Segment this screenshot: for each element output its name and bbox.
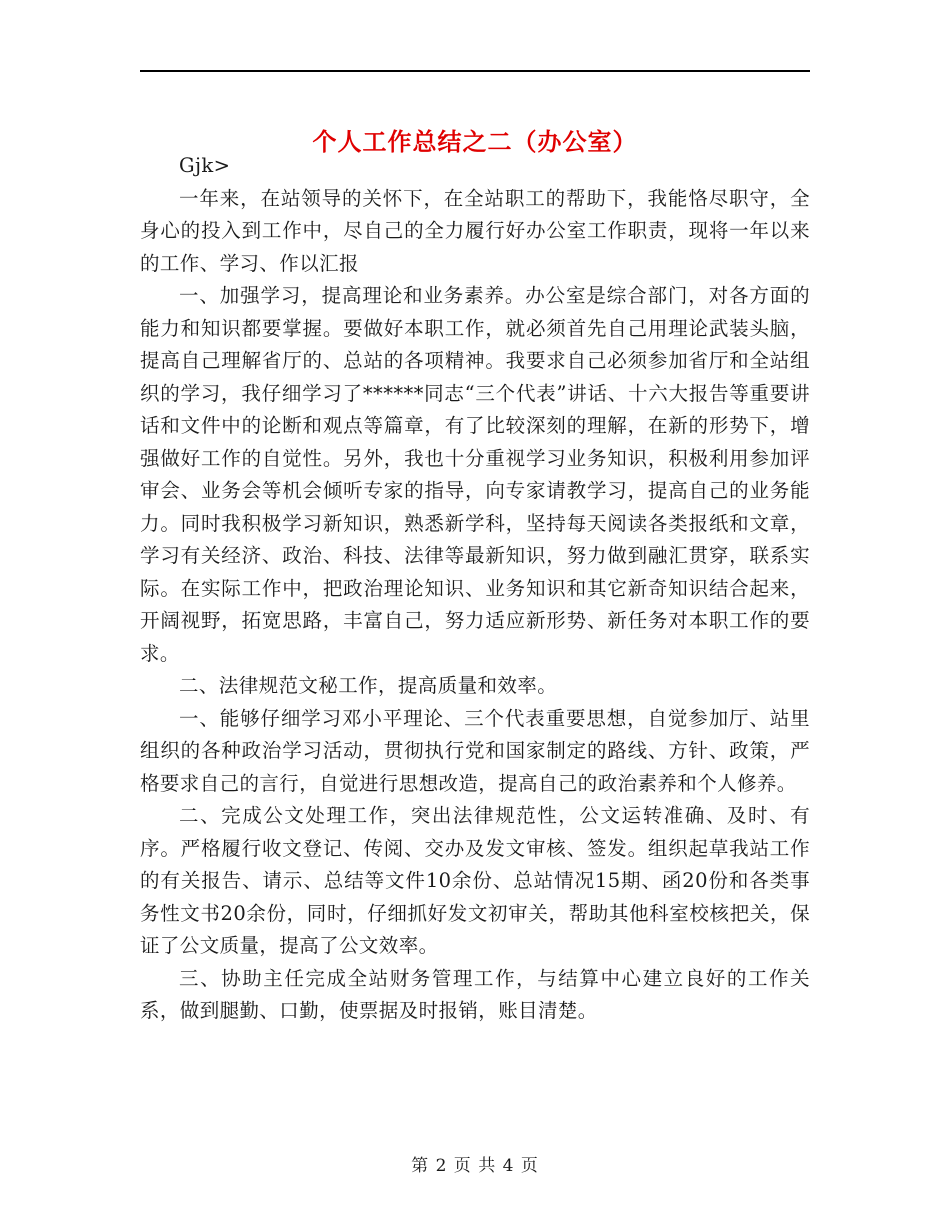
document-title: 个人工作总结之二（办公室）: [312, 128, 638, 157]
header-rule: [140, 70, 810, 72]
body-paragraph-1: Gjk>: [179, 154, 231, 177]
document-body: [140, 150, 810, 1028]
body-paragraph-7: 三、协助主任完成全站财务管理工作，与结算中心建立良好的工作关系，做到腿勤、口勤，使票据及时报销，账目清楚。: [140, 966, 810, 1022]
page-number-footer: 第 2 页 共 4 页: [411, 1156, 539, 1176]
body-paragraph-6: 二、完成公文处理工作，突出法律规范性，公文运转准确、及时、有序。严格履行收文登记、传阅、交办及发文审核、签发。组织起草我站工作的有关报告、请示、总结等文件10余份、总站情况15期、函20份和各类事务性文书20余份，同时，仔细抓好发文初审关，帮助其他科室校核把关，保证了公文质量，提高了公文效率。: [140, 804, 810, 957]
body-paragraph-4: 二、法律规范文秘工作，提高质量和效率。: [179, 674, 558, 697]
body-paragraph-5: 一、能够仔细学习邓小平理论、三个代表重要思想，自觉参加厅、站里组织的各种政治学习活动，贯彻执行党和国家制定的路线、方针、政策，严格要求自己的言行，自觉进行思想改造，提高自己的政治素养和个人修养。: [140, 706, 810, 795]
body-paragraph-3: 一、加强学习，提高理论和业务素养。办公室是综合部门，对各方面的能力和知识都要掌握。要做好本职工作，就必须首先自己用理论武装头脑，提高自己理解省厅的、总站的各项精神。我要求自己必须参加省厅和全站组织的学习，我仔细学习了******同志“三个代表”讲话、十六大报告等重要讲话和文件中的论断和观点等篇章，有了比较深刻的理解，在新的形势下，增强做好工作的自觉性。另外，我也十分重视学习业务知识，积极利用参加评审会、业务会等机会倾听专家的指导，向专家请教学习，提高自己的业务能力。同时我积极学习新知识，熟悉新学科，坚持每天阅读各类报纸和文章，学习有关经济、政治、科技、法律等最新知识，努力做到融汇贯穿，联系实际。在实际工作中，把政治理论知识、业务知识和其它新奇知识结合起来，开阔视野，拓宽思路，丰富自己，努力适应新形势、新任务对本职工作的要求。: [140, 284, 810, 665]
body-paragraph-2: 一年来，在站领导的关怀下，在全站职工的帮助下，我能恪尽职守，全身心的投入到工作中，尽自己的全力履行好办公室工作职责，现将一年以来的工作、学习、作以汇报: [140, 186, 810, 275]
